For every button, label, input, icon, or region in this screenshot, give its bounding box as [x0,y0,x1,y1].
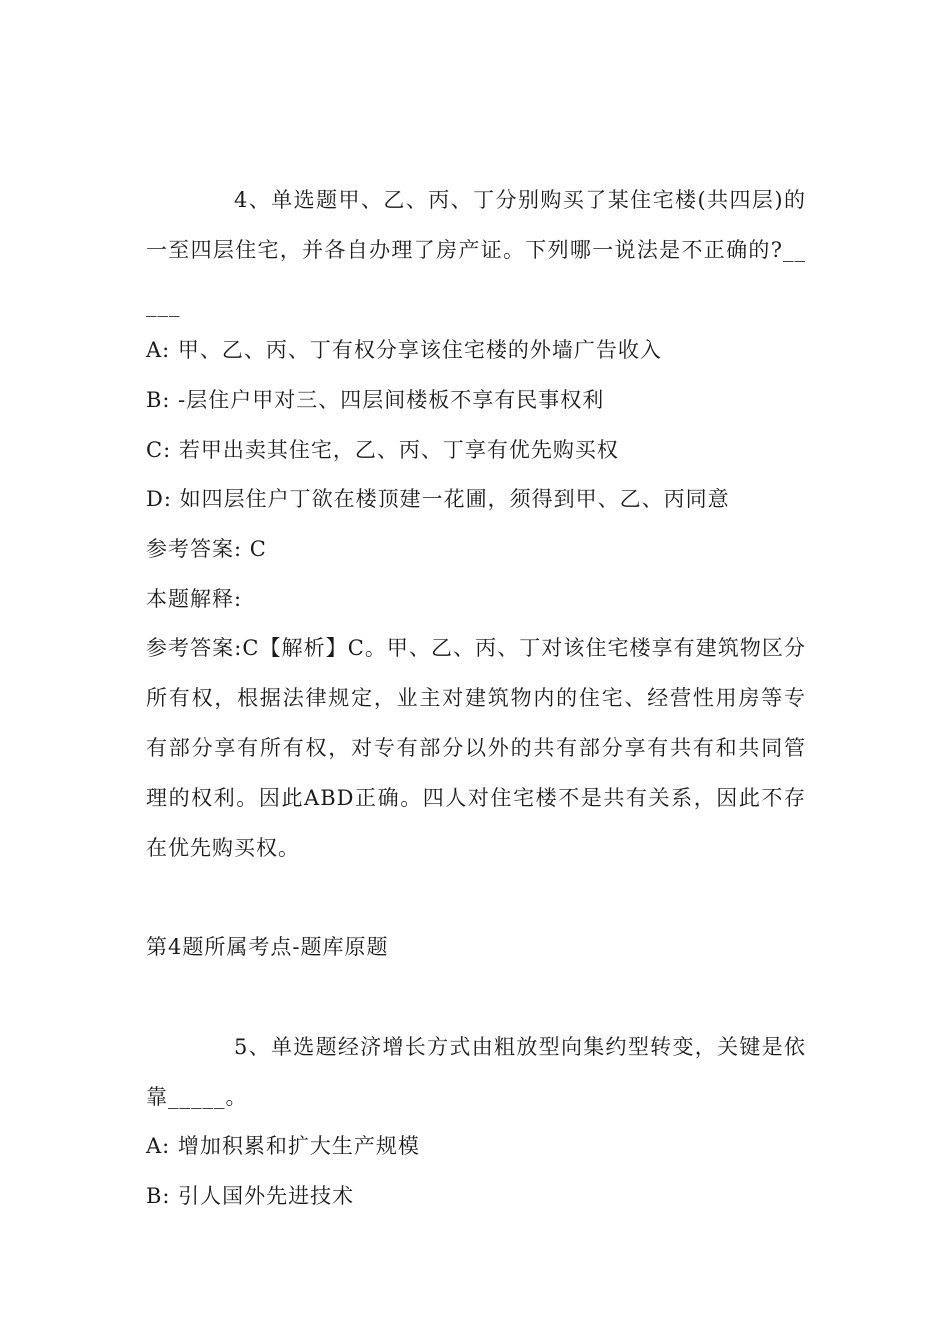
question-5-option-b: B: 引人国外先进技术 [146,1184,355,1208]
question-4-explanation-heading: 本题解释: [146,587,243,611]
question-4-answer: 参考答案: C [146,537,267,561]
question-4-option-d: D: 如四层住户丁欲在楼顶建一花圃，须得到甲、乙、丙同意 [146,487,730,511]
question-4-option-b: B: -层住户甲对三、四层间楼板不享有民事权利 [146,388,605,412]
question-4-stem-line-1: 4、单选题甲、乙、丙、丁分别购买了某住宅楼(共四层)的 [234,188,806,212]
question-5-stem-line-2: 靠_____。 [146,1085,248,1109]
question-5-stem-line-1: 5、单选题经济增长方式由粗放型向集约型转变，关键是依 [234,1035,806,1059]
question-4-explanation-line-1: 参考答案:C【解析】C。甲、乙、丙、丁对该住宅楼享有建筑物区分 [146,636,806,660]
question-4-explanation-line-4: 理的权利。因此ABD正确。四人对住宅楼不是共有关系，因此不存 [146,786,806,810]
question-4-explanation-line-5: 在优先购买权。 [146,836,300,860]
question-4-stem-line-3: ___ [146,293,181,317]
question-4-explanation-line-2: 所有权，根据法律规定，业主对建筑物内的住宅、经营性用房等专 [146,686,806,710]
question-4-topic: 第4题所属考点-题库原题 [146,935,389,959]
question-5-option-a: A: 增加积累和扩大生产规模 [146,1134,420,1158]
question-4-option-c: C: 若甲出卖其住宅，乙、丙、丁享有优先购买权 [146,438,619,462]
question-4-option-a: A: 甲、乙、丙、丁有权分享该住宅楼的外墙广告收入 [146,338,662,362]
question-4-stem-line-2: 一至四层住宅，并各自办理了房产证。下列哪一说法是不正确的?__ [146,238,806,262]
question-4-explanation-line-3: 有部分享有所有权，对专有部分以外的共有部分享有共有和共同管 [146,736,806,760]
